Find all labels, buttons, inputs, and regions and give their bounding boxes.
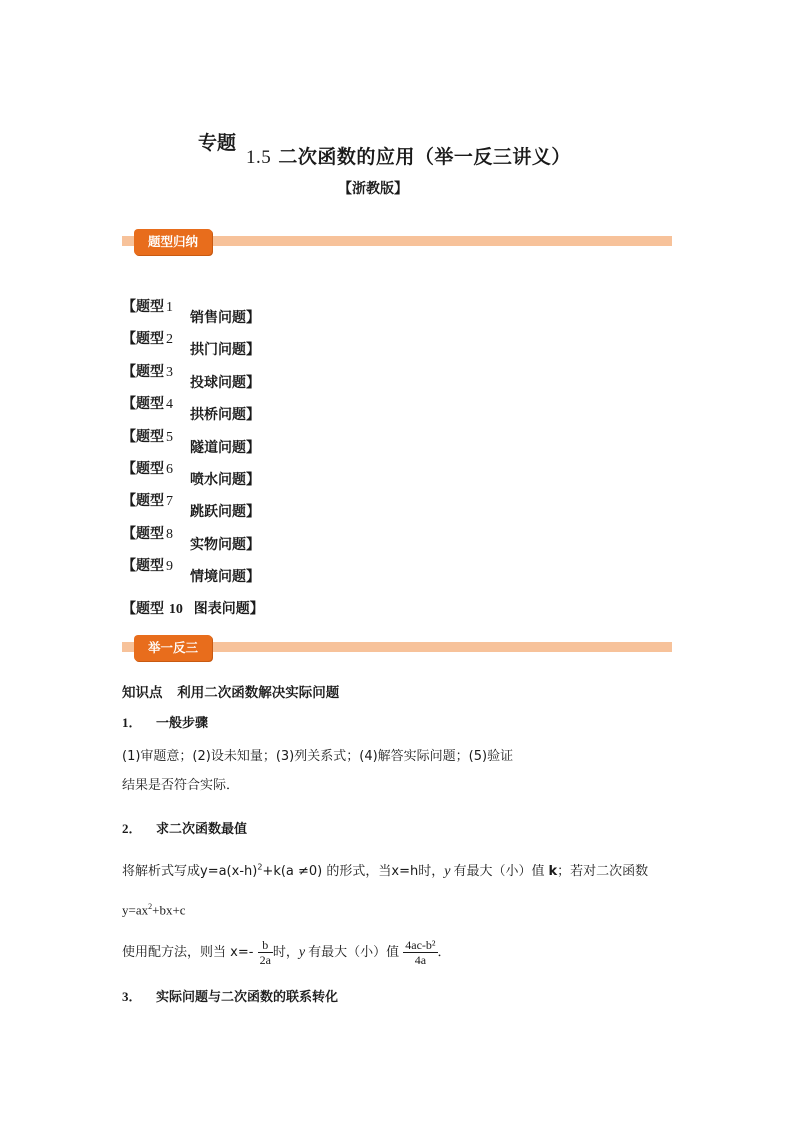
section-tag-examples: 举一反三: [134, 635, 212, 661]
step2-line1: 将解析式写成$y=a(x-h)^2+k(a \ne 0)$ 的形式，当x=h时，y 有最大（小）值 k；若对二次函数: [122, 862, 649, 879]
type-name-1: 销售问题】: [190, 310, 260, 326]
type-row-5: 【题型 5: [122, 428, 173, 445]
fraction-b-over-2a: $\frac{b}{2a}$: [259, 938, 271, 967]
type-name-4: 拱桥问题】: [190, 407, 260, 424]
type-name-8: 实物问题】: [190, 536, 260, 553]
type-row-10: 【题型 10 图表问题】: [122, 601, 264, 617]
section-tag-types: 题型归纳: [134, 229, 212, 255]
step1-line1: (1)审题意；(2)设未知量；(3)列关系式；(4)解答实际问题；(5)验证: [122, 749, 514, 764]
type-row-3: 【题型 3: [122, 363, 173, 380]
title-number: 1.5: [246, 147, 272, 168]
knowledge-heading: 知识点 利用二次函数解决实际问题: [122, 685, 340, 701]
type-row-8: 【题型 8: [122, 525, 173, 542]
step2-heading: 2． 求二次函数最值: [122, 821, 248, 837]
type-name-3: 投球问题】: [190, 374, 260, 391]
type-name-9: 情境问题】: [190, 569, 260, 586]
type-name-7: 跳跃问题】: [190, 504, 260, 521]
type-row-7: 【题型 7: [122, 493, 173, 510]
title-prefix: 专题: [198, 132, 237, 154]
fraction-extreme-value: $\frac{\text{4ac-b²}}{4a}$: [405, 938, 436, 967]
edition-label: 【浙教版】: [338, 181, 408, 197]
type-name-2: 拱门问题】: [190, 342, 260, 359]
type-name-5: 隧道问题】: [190, 439, 260, 456]
page-title: [246, 142, 571, 169]
type-row-4: 【题型 4: [122, 396, 173, 413]
step1-line2: 结果是否符合实际．: [122, 778, 240, 793]
type-row-9: 【题型 9: [122, 558, 173, 575]
title-main: 二次函数的应用（举一反三讲义）: [278, 146, 571, 168]
step2-line2: $y=ax^2+bx+c$: [122, 902, 186, 918]
type-row-6: 【题型 6: [122, 461, 173, 477]
step1-heading: 1． 一般步骤: [122, 715, 209, 731]
type-row-2: 【题型 2: [122, 331, 173, 348]
step2-line3: 使用配方法，则当 x=- $\frac{b}{2a}$ 时，y 有最大（小）值 $\frac{\text{4ac-b²}}{4a}$ ．: [122, 938, 451, 967]
step3-heading: 3． 实际问题与二次函数的联系转化: [122, 989, 339, 1005]
type-row-1: 【题型 1: [122, 299, 173, 315]
type-name-6: 喷水问题】: [190, 472, 260, 488]
